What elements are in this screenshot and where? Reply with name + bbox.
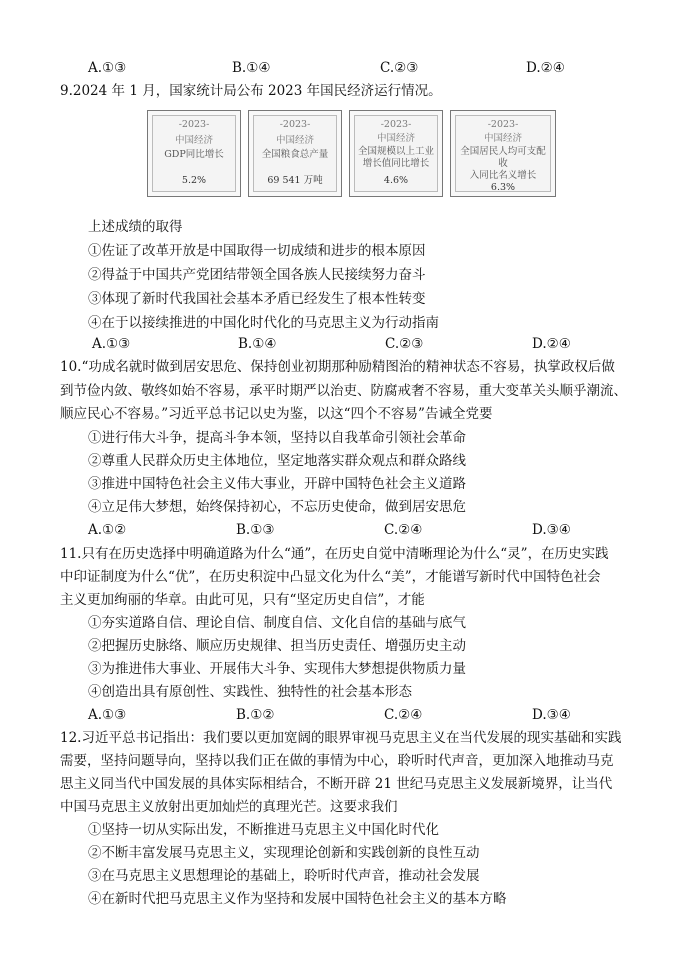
q12-item-1: ①坚持一切从实际出发，不断推进马克思主义中国化时代化 [88, 822, 439, 838]
q10-option-b: B.①③ [236, 522, 275, 538]
q8-option-a: A.①③ [88, 60, 127, 76]
stat-card-income [450, 110, 556, 197]
card-label-line2: 入同比名义增长 [469, 170, 537, 181]
q8-option-c: C.②③ [380, 60, 419, 76]
q11-stem-line-1: 11.只有在历史选择中明确道路为什么“通”，在历史自觉中清晰理论为什么“灵”，在历史实践 [60, 546, 609, 562]
q11-item-4: ④创造出具有原创性、实践性、独特性的社会基本形态 [88, 684, 412, 700]
card-heading: 中国经济 [275, 135, 314, 146]
q9-option-c: C.②③ [385, 336, 424, 352]
q9-option-b: B.①④ [238, 336, 277, 352]
q8-option-d: D.②④ [526, 60, 565, 76]
q12-item-4: ④在新时代把马克思主义作为坚持和发展中国特色社会主义的基本方略 [88, 891, 507, 907]
q10-option-a: A.①② [88, 522, 127, 538]
card-value: 4.6% [383, 175, 409, 186]
q9-item-4: ④在于以接续推进的中国化时代化的马克思主义为行动指南 [88, 315, 439, 331]
card-year: -2023- [380, 119, 412, 130]
card-value: 6.3% [490, 182, 516, 193]
q10-item-3: ③推进中国特色社会主义伟大事业，开辟中国特色社会主义道路 [88, 476, 466, 492]
q10-option-c: C.②④ [384, 522, 423, 538]
q12-stem-line-4: 中国马克思主义放射出更加灿烂的真理光芒。这要求我们 [60, 799, 398, 815]
q11-item-2: ②把握历史脉络、顺应历史规律、担当历史责任、增强历史主动 [88, 638, 466, 654]
stat-card-grain [248, 110, 342, 197]
q10-item-4: ④立足伟大梦想，始终保持初心，不忘历史使命，做到居安思危 [88, 499, 466, 515]
q10-stem-line-1: 10.“功成名就时做到居安思危、保持创业初期那种励精图治的精神状态不容易，执掌政权后做 [60, 359, 615, 375]
q11-stem-line-2: 中印证制度为什么“优”，在历史积淀中凸显文化为什么“美”，才能谱写新时代中国特色社会 [60, 569, 601, 585]
stat-card-industry [349, 110, 443, 197]
q8-option-b: B.①④ [232, 60, 271, 76]
card-label-line2: 增长值同比增长 [362, 158, 430, 169]
q11-option-c: C.②④ [384, 707, 423, 723]
q12-stem-line-2: 需要，坚持问题导向，坚持以我们正在做的事情为中心，聆听时代声音，更加深入地推动马克 [60, 753, 614, 769]
q11-item-1: ①夯实道路自信、理论自信、制度自信、文化自信的基础与底气 [88, 615, 466, 631]
q12-stem-line-1: 12.习近平总书记指出：我们要以更加宽阔的眼界审视马克思主义在当代发展的现实基础和实践 [60, 730, 622, 746]
q9-lead: 上述成绩的取得 [88, 219, 183, 235]
card-label: GDP同比增长 [164, 149, 224, 160]
q9-item-3: ③体现了新时代我国社会基本矛盾已经发生了根本性转变 [88, 291, 426, 307]
card-label: 全国粮食总产量 [261, 149, 329, 160]
q11-stem-line-3: 主义更加绚丽的华章。由此可见，只有“坚定历史自信”，才能 [60, 592, 425, 608]
q9-option-d: D.②④ [532, 336, 571, 352]
q11-option-b: B.①② [236, 707, 275, 723]
card-heading: 中国经济 [483, 133, 522, 144]
card-heading: 中国经济 [174, 135, 213, 146]
card-year: -2023- [279, 119, 311, 130]
q10-item-1: ①进行伟大斗争，提高斗争本领，坚持以自我革命引领社会革命 [88, 430, 466, 446]
q11-option-d: D.③④ [532, 707, 571, 723]
card-year: -2023- [487, 119, 519, 130]
q9-item-2: ②得益于中国共产党团结带领全国各族人民接续努力奋斗 [88, 267, 426, 283]
card-label-line1: 全国规模以上工业 [357, 146, 434, 157]
card-year: -2023- [178, 119, 210, 130]
card-value: 69 541 万吨 [267, 175, 323, 186]
stat-card-gdp [147, 110, 241, 197]
q9-stem: 9.2024 年 1 月，国家统计局公布 2023 年国民经济运行情况。 [60, 83, 442, 99]
q10-stem-line-3: 顺应民心不容易。”习近平总书记以史为鉴，以这“四个不容易”告诫全党要 [60, 406, 493, 422]
card-label-line1: 全国居民人均可支配收 [460, 146, 546, 169]
q10-item-2: ②尊重人民群众历史主体地位，坚定地落实群众观点和群众路线 [88, 453, 466, 469]
q12-item-2: ②不断丰富发展马克思主义，实现理论创新和实践创新的良性互动 [88, 845, 480, 861]
q10-option-d: D.③④ [532, 522, 571, 538]
q10-stem-line-2: 到节俭内敛、敬终如始不容易，承平时期严以治吏、防腐戒奢不容易，重大变革关头顺乎潮流、 [60, 383, 627, 399]
q9-option-a: A.①③ [92, 336, 131, 352]
card-value: 5.2% [181, 175, 207, 186]
card-heading: 中国经济 [376, 133, 415, 144]
q12-item-3: ③在马克思主义思想理论的基础上，聆听时代声音，推动社会发展 [88, 868, 480, 884]
q9-item-1: ①佐证了改革开放是中国取得一切成绩和进步的根本原因 [88, 243, 426, 259]
q12-stem-line-3: 思主义同当代中国发展的具体实际相结合，不断开辟 21 世纪马克思主义发展新境界，让当代 [60, 776, 613, 792]
q11-option-a: A.①③ [88, 707, 127, 723]
q11-item-3: ③为推进伟大事业、开展伟大斗争、实现伟大梦想提供物质力量 [88, 661, 466, 677]
